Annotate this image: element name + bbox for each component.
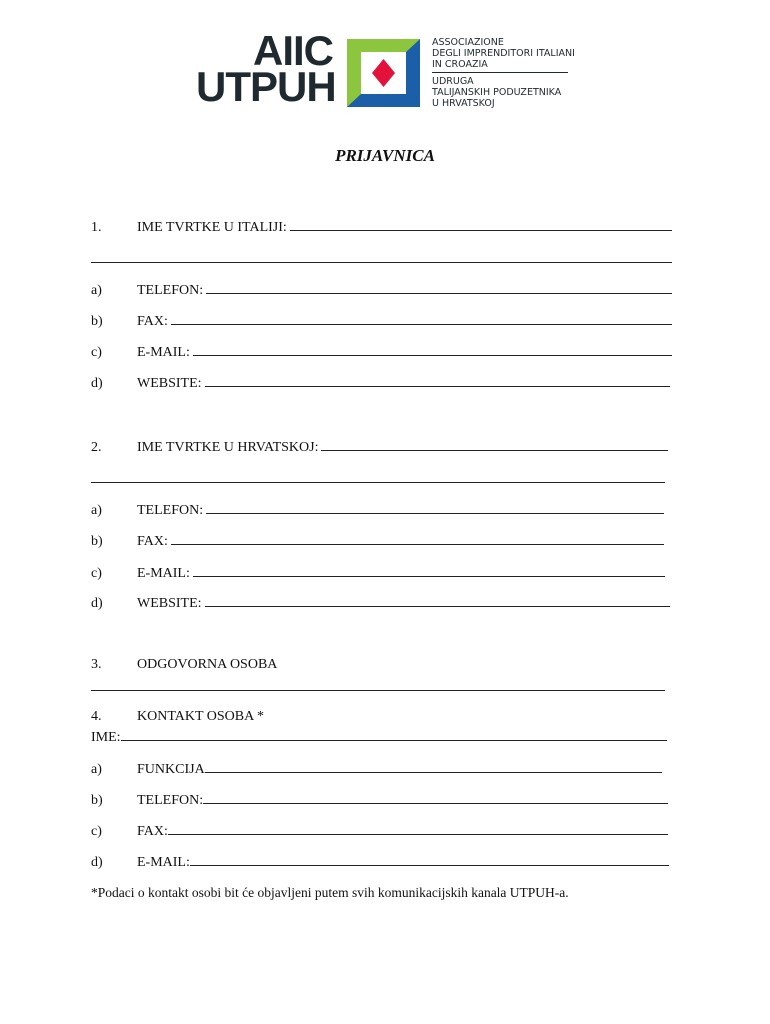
section2-company-croatia: 2. IME TVRTKE U HRVATSKOJ:	[91, 437, 668, 457]
contact-fax-field[interactable]	[168, 821, 668, 835]
section4-fax: c) FAX:	[91, 821, 668, 841]
section1-website: d) WEBSITE:	[91, 373, 670, 393]
logo-mark-icon	[347, 39, 420, 107]
page-title: PRIJAVNICA	[335, 146, 435, 165]
croatia-phone-field[interactable]	[206, 500, 664, 514]
section4-email: d) E-MAIL:	[91, 852, 669, 872]
croatia-website-field[interactable]	[205, 593, 670, 607]
company-italy-field-line2[interactable]	[91, 262, 672, 263]
croatia-email-field[interactable]	[193, 563, 665, 577]
footnote: *Podaci o kontakt osobi bit će objavljeni putem svih komunikacijskih kanala UTPUH-a.	[91, 885, 569, 900]
section2-fax: b) FAX:	[91, 531, 664, 551]
contact-name-field[interactable]	[121, 727, 667, 741]
org-name-croatian: UDRUGA TALIJANSKIH PODUZETNIKA U HRVATSKOJ	[432, 76, 562, 109]
contact-phone-field[interactable]	[203, 790, 668, 804]
section2-phone: a) TELEFON:	[91, 500, 664, 520]
section1-company-italy: 1. IME TVRTKE U ITALIJI:	[91, 217, 672, 237]
italy-email-field[interactable]	[193, 342, 672, 356]
section2-email: c) E-MAIL:	[91, 563, 665, 583]
company-croatia-field-line2[interactable]	[91, 482, 665, 483]
italy-phone-field[interactable]	[206, 280, 672, 294]
section4-phone: b) TELEFON:	[91, 790, 668, 810]
company-croatia-field[interactable]	[321, 437, 668, 451]
responsible-person-field[interactable]	[91, 690, 665, 691]
contact-email-field[interactable]	[190, 852, 669, 866]
section4-function: a) FUNKCIJA	[91, 759, 662, 779]
company-italy-field[interactable]	[290, 217, 672, 231]
logo-aiic-text: AIIC	[253, 27, 333, 74]
org-divider	[432, 72, 568, 73]
contact-function-field[interactable]	[205, 759, 662, 773]
section2-website: d) WEBSITE:	[91, 593, 670, 613]
logo-utpuh-text: UTPUH	[196, 63, 336, 110]
section1-email: c) E-MAIL:	[91, 342, 672, 362]
croatia-fax-field[interactable]	[171, 531, 664, 545]
org-name-italian: ASSOCIAZIONE DEGLI IMPRENDITORI ITALIANI IN CROAZIA	[432, 37, 575, 70]
italy-fax-field[interactable]	[171, 311, 672, 325]
section4-contact-person: 4. KONTAKT OSOBA *	[91, 709, 264, 724]
section1-fax: b) FAX:	[91, 311, 672, 331]
section4-name: IME:	[91, 727, 667, 747]
italy-website-field[interactable]	[205, 373, 670, 387]
section3-responsible-person: 3. ODGOVORNA OSOBA	[91, 657, 278, 672]
section1-phone: a) TELEFON:	[91, 280, 672, 300]
